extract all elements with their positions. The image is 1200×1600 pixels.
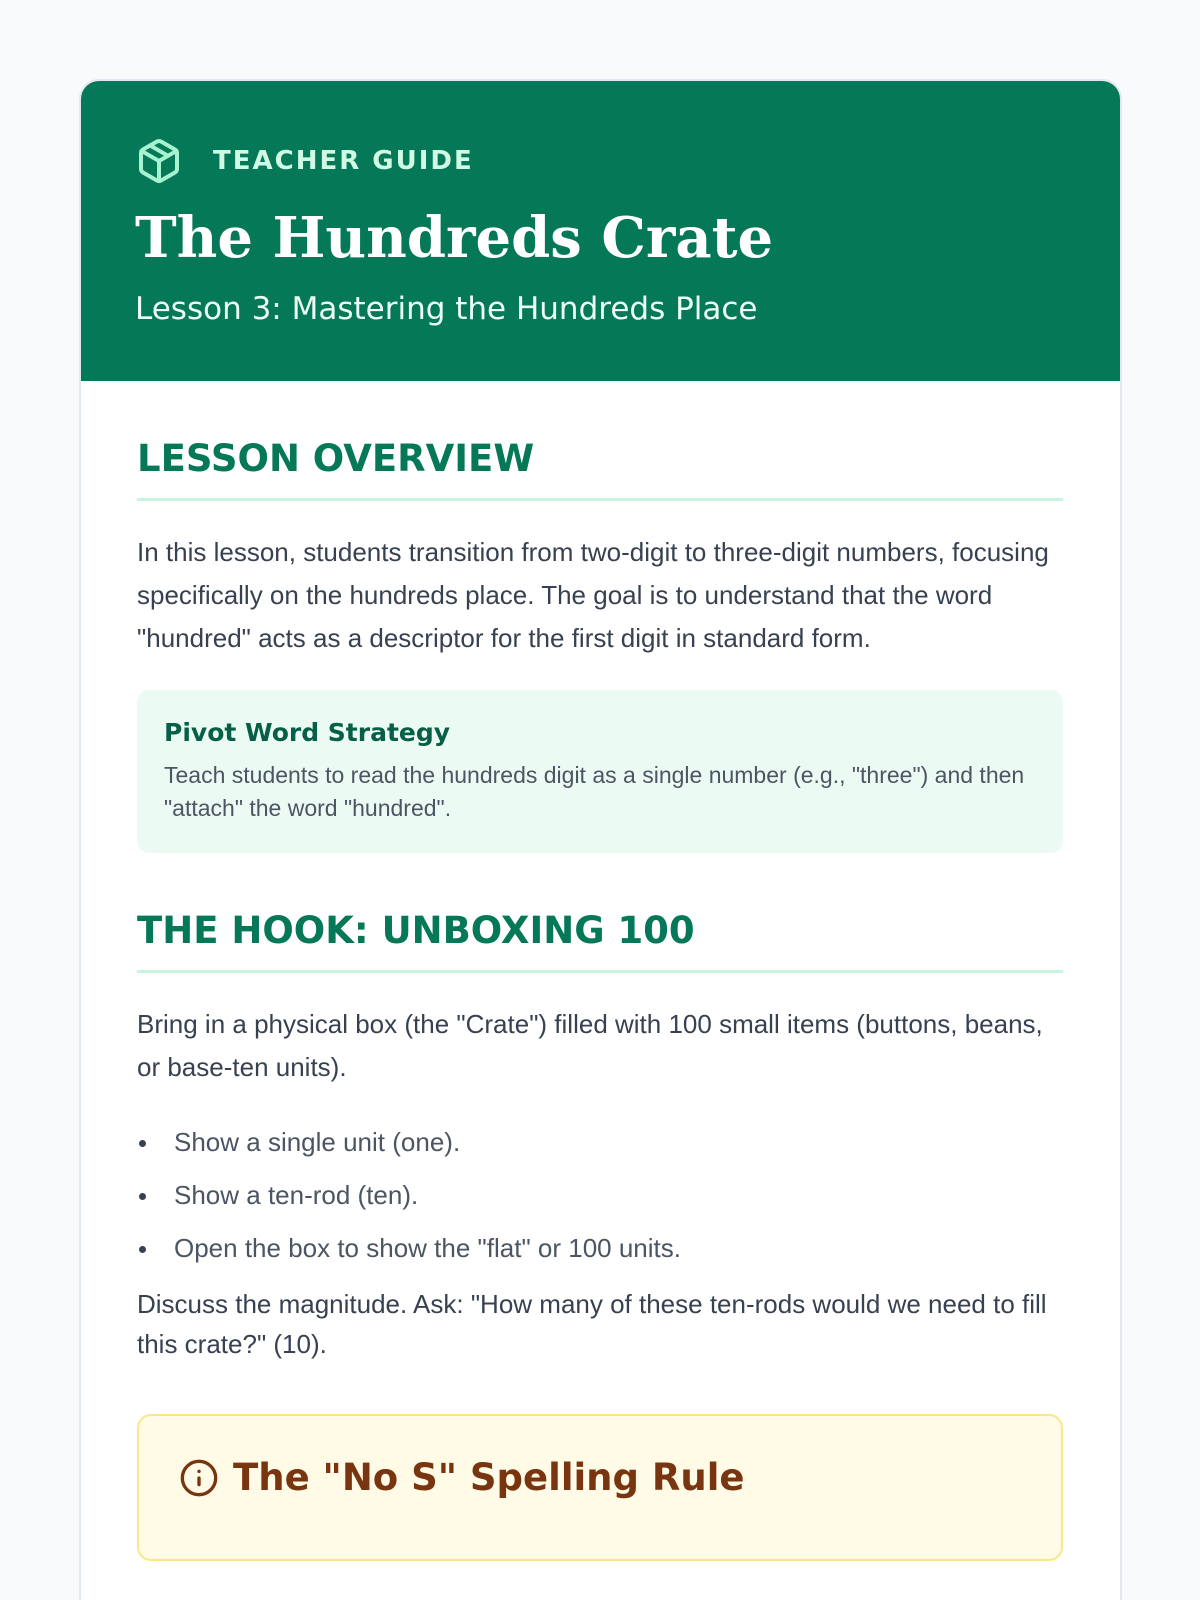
section-heading-hook: THE HOOK: UNBOXING 100 <box>137 909 1063 973</box>
eyebrow-label: TEACHER GUIDE <box>213 146 474 176</box>
strategy-callout-title: Pivot Word Strategy <box>164 718 451 747</box>
info-icon <box>179 1458 219 1498</box>
guide-header <box>81 81 1120 381</box>
hook-list <box>137 1125 1063 1265</box>
strategy-callout <box>137 690 1063 853</box>
hook-paragraph: Bring in a physical box (the "Crate") filled with 100 small items (buttons, beans, or base-ten units). <box>137 1009 1043 1082</box>
strategy-callout-body: Teach students to read the hundreds digit as a single number (e.g., "three") and then "attach" the word "hundred". <box>164 762 1025 821</box>
section-heading-overview: LESSON OVERVIEW <box>137 437 1063 501</box>
page-title: The Hundreds Crate <box>135 205 774 271</box>
page-subtitle: Lesson 3: Mastering the Hundreds Place <box>135 291 758 327</box>
rule-callout-title-row <box>179 1456 1021 1499</box>
list-item: Show a single unit (one). <box>137 1125 1063 1159</box>
rule-callout <box>137 1414 1063 1561</box>
eyebrow <box>135 133 1066 189</box>
hook-closing-paragraph: Discuss the magnitude. Ask: "How many of these ten-rods would we need to fill this crate?" (10). <box>137 1289 1047 1359</box>
box-icon <box>135 137 183 185</box>
guide-card <box>81 81 1120 1600</box>
overview-paragraph: In this lesson, students transition from two-digit to three-digit numbers, focusing specifically on the hundreds place. The goal is to understand that the word "hundred" acts as a descriptor for the first digit in standard form. <box>137 537 1049 653</box>
list-item: Show a ten-rod (ten). <box>137 1178 1063 1212</box>
rule-callout-title: The "No S" Spelling Rule <box>233 1456 745 1499</box>
guide-content <box>81 437 1120 1561</box>
list-item: Open the box to show the "flat" or 100 units. <box>137 1231 1063 1265</box>
